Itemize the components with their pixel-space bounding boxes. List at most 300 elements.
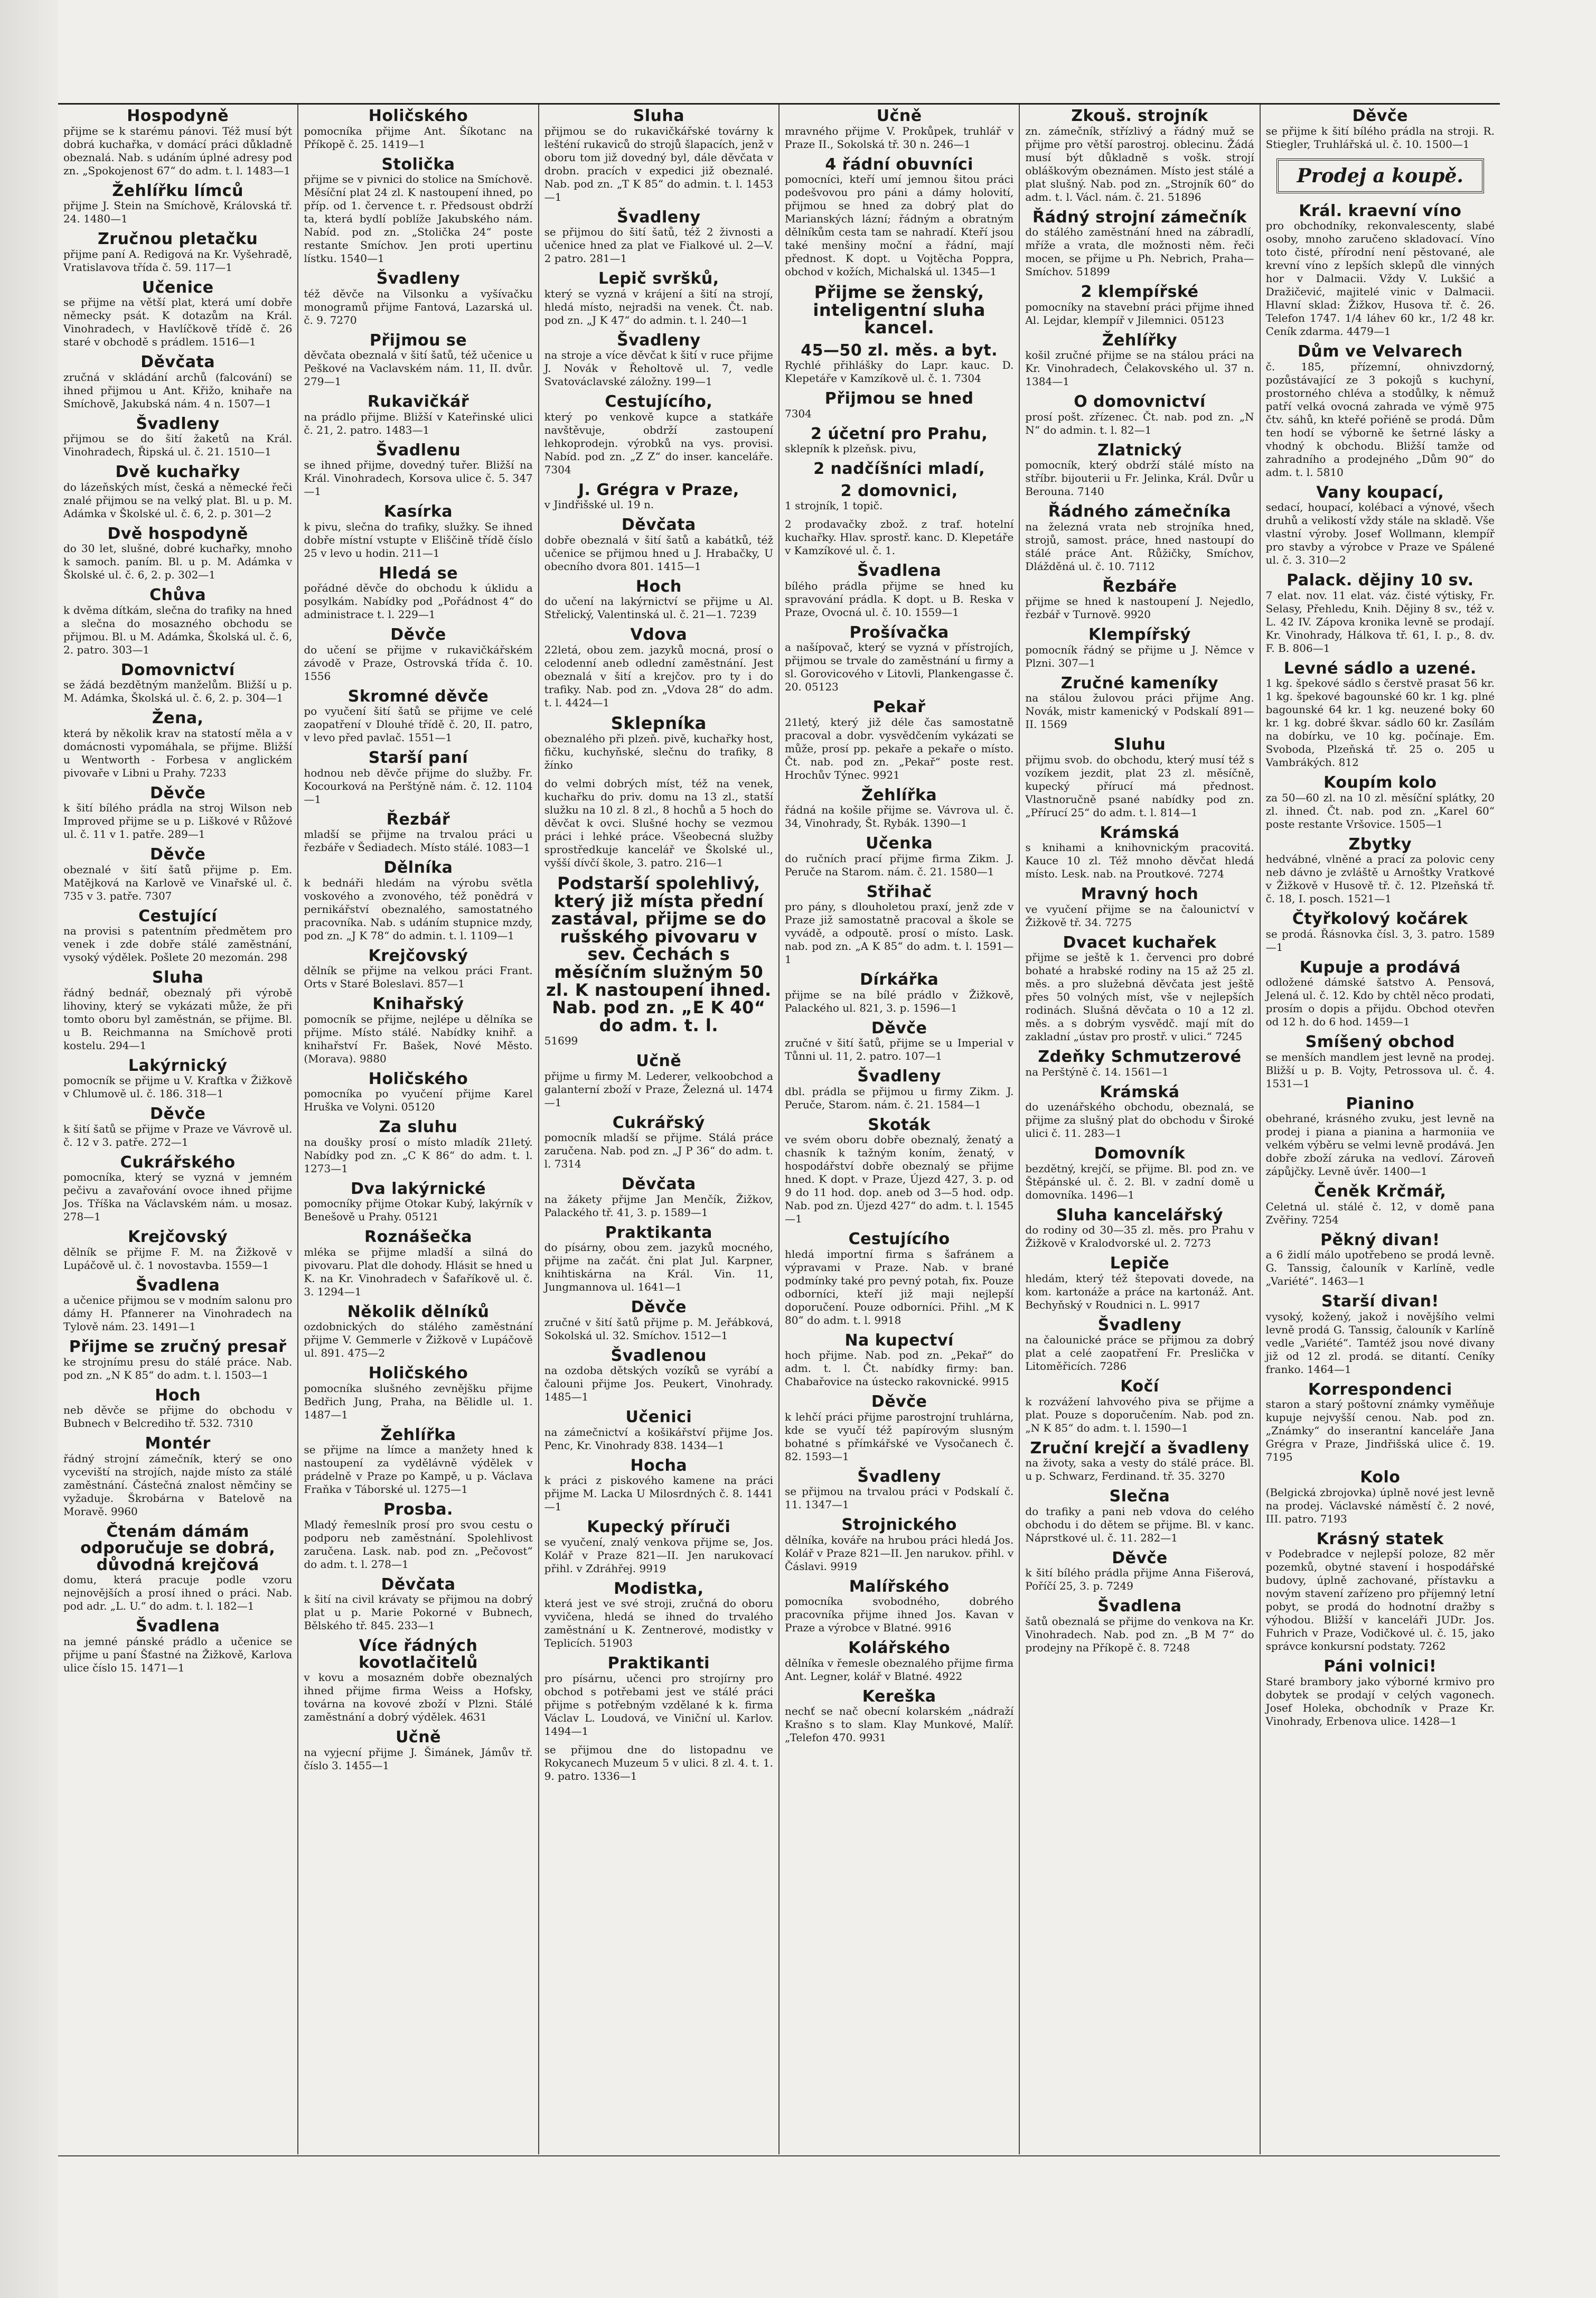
ad-headline: Kupuje a prodává [1299, 958, 1461, 977]
classified-ad [304, 394, 532, 437]
ad-headline: Palack. dějiny 10 sv. [1287, 571, 1474, 590]
classified-ad [63, 1229, 292, 1272]
ad-headline: Na kupectví [844, 1331, 954, 1350]
classified-ad [785, 1394, 1013, 1463]
classified-ad [63, 1154, 292, 1224]
classified-ad [1025, 1378, 1254, 1435]
classified-ad [785, 461, 1013, 478]
ad-text: na doušky prosí o místo mladík 21letý. Nabídky pod zn. „C K 86“ do adm. t. l. 1273—1 [304, 1135, 533, 1175]
ad-headline: J. Grégra v Praze, [578, 480, 739, 499]
ad-headline: Lepič svršků, [598, 269, 719, 288]
ad-headline: Přijmou se hned [824, 389, 974, 408]
ad-text: na čalounické práce se přijmou za dobrý plat a celé zaopatření Fr. Preslička v Litoměřicích. 7286 [1025, 1333, 1254, 1372]
ad-headline: Žehlířka [861, 786, 937, 805]
ad-text: do písárny, obou zem. jazyků mocného, přijme na začát. čni plat Jul. Karpner, knihtiskárna na Král. Vin. 11, Jungmannova ul. 1641—1 [544, 1241, 773, 1294]
ad-headline: Dělníka [383, 858, 453, 877]
ad-text: k bednáři hledám na výrobu světla voskového a zvonového, též ponědrá v pernikářství obeznalého, samostatného pracovníka. Nab. s udáním stupnice mzdy, pod zn. „J K 78“ do admin. t. l. 1109—1 [304, 876, 533, 942]
ad-text: přijme J. Stein na Smíchově, Královská tř. 24. 1480—1 [63, 199, 293, 225]
ad-headline: Švadlena [1097, 1597, 1182, 1615]
ad-text: hedvábné, vlněné a prací za polovic ceny neb dávno je zvláště u Arnoštky Vratkové v Žižkově v Husově tř. č. 12. Plzeňská tř. č. 18, I. posch. 1521—1 [1265, 853, 1495, 905]
classified-ad [1266, 1469, 1495, 1526]
classified-ad [1025, 503, 1254, 573]
ad-text: pomocník mladší se přijme. Stálá práce zaručena. Nab. pod zn. „J P 36“ do adm. t. l. 7314 [544, 1131, 773, 1171]
ad-headline: Krásný statek [1316, 1529, 1444, 1548]
classified-ad [544, 715, 773, 772]
ad-text: 7304 [784, 407, 812, 420]
classified-ad [63, 710, 292, 780]
classified-ad [544, 1348, 773, 1404]
ad-headline: Holičského [368, 1364, 468, 1382]
ad-text: domu, která pracuje podle vzoru nejnovějších a prosí ihned o práci. Nab. pod adr. „L. U.“ do adm. t. l. 182—1 [63, 1573, 293, 1612]
ad-headline: Řezbáře [1102, 577, 1177, 596]
ad-text: ozdobnických do stálého zaměstnání přijme V. Gemmerle v Žižkově v Lupáčově ul. 891. 475—2 [304, 1320, 533, 1359]
ad-text: se žádá bezdětným manželům. Bližší u p. M. Adámka, Školská ul. č. 6, 2. p. 304—1 [63, 678, 293, 704]
ad-headline: Slečna [1109, 1487, 1170, 1506]
classified-ad [1025, 209, 1254, 279]
ad-text: se přijmou do šití šatů, též 2 živnosti a učenice hned za plat ve Fialkové ul. 2—V. 2 patro. 281—1 [544, 226, 773, 265]
ad-text: pomocník se přijme, nejlépe u dělníka se přijme. Místo stálé. Nabídky knihř. a knihařství Fr. Bašek, Nové Město. (Morava). 9880 [304, 1012, 533, 1065]
ad-headline: Přijmou se [369, 331, 467, 350]
ad-text: se vyučení, znalý venkova přijme se, Jos. Kolář v Praze 821—II. Jen narukovací přihl. v Zdráhřej. 9919 [544, 1535, 773, 1575]
ad-headline: Zbytky [1348, 835, 1412, 854]
ad-headline: Kasírka [383, 502, 453, 521]
classified-ad [304, 1501, 532, 1571]
classified-ad [304, 332, 532, 389]
ad-text: s knihami a knihovnickým pracovitá. Kauce 10 zl. Též mnoho děvčat hledá místo. Lesk. nab. na Proutkové. 7274 [1025, 841, 1254, 880]
classified-ad [1266, 774, 1495, 831]
ad-headline: Vdova [630, 625, 688, 644]
classified-ad [304, 860, 532, 942]
ad-headline: Dvě hospodyně [107, 524, 248, 543]
classified-ad [785, 563, 1013, 619]
ad-text: zn. zámečník, střízlivý a řádný muž se přijme pro větší parostroj. oblecinu. Žádá musí být důkladně s vošk. strojí obláškovým obeznámen. Místo jest stálé a plat slušný. Nab. pod zn. „Strojník 60“ do adm. t. l. Václ. nám. č. 21. 51896 [1025, 124, 1254, 203]
ad-text: na stroje a více děvčat k šití v ruce přijme J. Novák v Řeholtově ul. 7, vedle Svatováclavské záložny. 199—1 [544, 349, 773, 388]
ad-text: k rozvážení lahvového piva se přijme a plat. Pouze s doporučením. Nab. pod zn. „N K 85“ do adm. t. l. 1590—1 [1025, 1395, 1254, 1434]
classified-ad [63, 1339, 292, 1382]
classified-ad [304, 811, 532, 855]
ad-headline: Švadleny [1097, 1315, 1182, 1334]
classified-ad [63, 846, 292, 903]
ad-headline: Čeněk Krčmář, [1314, 1182, 1447, 1201]
classified-ad [63, 354, 292, 410]
ad-headline: Švadleny [857, 1067, 941, 1086]
column-4 [780, 105, 1020, 2154]
ad-headline: Holičského [368, 1069, 468, 1088]
ad-text: košil zručné přijme se na stálou práci na Kr. Vinohradech, Čelakovského ul. 37 n. 1384—1 [1025, 349, 1254, 388]
ad-headline: Děvčata [381, 1575, 456, 1594]
ad-headline: Krámská [1100, 823, 1180, 842]
ad-text: bezdětný, krejčí, se přijme. Bl. pod zn. ve Štěpánské ul. č. 2. Bl. v zadní domě u domovníka. 1496—1 [1025, 1162, 1254, 1201]
classified-ad [1266, 959, 1495, 1029]
ad-headline: Švadlenou [611, 1346, 707, 1365]
ad-text: a učenice přijmou se v modním salonu pro dámy H. Pfannerer na Vinohradech na Tylově nám. 23. 1491—1 [63, 1294, 293, 1333]
ad-headline: Děvče [871, 1019, 927, 1038]
ad-text: do rodiny od 30—35 zl. měs. pro Prahu v Žižkově v Kralodvorské ul. 2. 7273 [1025, 1223, 1254, 1249]
ad-headline: Švadleny [857, 1467, 941, 1486]
ad-text: na žákety přijme Jan Menčík, Žižkov, Palackého tř. 41, 3. p. 1589—1 [544, 1192, 773, 1219]
ad-text: 21letý, který již déle čas samostatně pracoval a dobr. vysvědčením vykázati se může, prosí pp. pekaře a pekaře o místo. Čt. nab. pod zn. „Pekař“ poste rest. Hrochův Týnec. 9921 [784, 715, 1014, 781]
ad-headline: Krámská [1100, 1082, 1180, 1101]
ad-headline: Strojnického [841, 1516, 957, 1535]
ad-text: na provisi s patentním předmětem pro venek i zde dobře stálé zaměstnání, vysoký výdělek. Pošlete 20 mezomán. 298 [63, 924, 293, 964]
classified-ad [785, 1469, 1013, 1512]
ad-text: Mladý řemeslník prosí pro svou cestu o podporu neb zaměstnání. Spolehlivost zaručena. Lask. nab. pod zn. „Pečovost“ do adm. t. l. 278—1 [304, 1518, 533, 1571]
classified-ad [785, 1517, 1013, 1573]
ad-text: pomocníky na stavební práci přijme ihned Al. Lejdar, klempíř v Jilemnici. 05123 [1025, 300, 1254, 326]
classified-ad [1266, 1034, 1495, 1090]
ad-text: Celetná ul. stálé č. 12, v domě pana Zvěřiny. 7254 [1265, 1200, 1495, 1226]
ad-headline: Děvčata [621, 516, 696, 534]
ad-headline: Domovnictví [120, 660, 235, 679]
ad-headline: Střihač [866, 882, 932, 901]
classified-ad [1266, 1381, 1495, 1464]
ad-headline: Děvče [1352, 107, 1409, 125]
ad-text: hodnou neb děvče přijme do služby. Fr. Kocourková na Perštýně nám. č. 12. 1104—1 [304, 766, 533, 806]
ad-text: zručné v šití šatů, přijme se u Imperial v Tůnni ul. 11, 2. patro. 107—1 [784, 1036, 1014, 1063]
classified-ad [63, 1058, 292, 1101]
classified-ad [544, 1176, 773, 1219]
classified-ad [304, 1365, 532, 1422]
ad-headline: Pěkný divan! [1320, 1230, 1440, 1249]
ad-headline: Učně [876, 107, 922, 125]
ad-headline: Žena, [152, 709, 204, 727]
classified-ad [1025, 886, 1254, 929]
ad-headline: Cestujícího [848, 1230, 950, 1249]
ad-headline: Dírkářka [860, 970, 939, 989]
ad-text: zručné v šití šatů přijme p. M. Jeřábková, Sokolská ul. 32. Smíchov. 1512—1 [544, 1315, 773, 1342]
classified-ad [304, 108, 532, 151]
ad-headline: Hocha [630, 1456, 688, 1475]
classified-ad [544, 1743, 773, 1783]
ad-headline: Děvče [149, 783, 206, 802]
ad-text: pomocníka po vyučení přijme Karel Hruška ve Volyni. 05120 [304, 1087, 533, 1113]
classified-ad [1266, 1096, 1495, 1179]
classified-ad [63, 785, 292, 842]
classified-ad [785, 1068, 1013, 1111]
classified-ad [785, 1332, 1013, 1389]
ad-headline: Praktikanti [607, 1654, 710, 1673]
ad-text: dělník se přijme F. M. na Žižkově v Lupáčově ul. č. 1 novostavba. 1559—1 [63, 1245, 293, 1272]
ad-text: ve svém oboru dobře obeznalý, ženatý a chasník k tažným koním, ženatý, v hospodářství dobře obeznalý se přijme hned. K dopt. v Praze, Újezd 427, 3. p. od 9 do 11 hod. dop. aneb od 3—5 hod. odp. Nab. pod zn. Újezd 427“ do adm. t. l. 1545—1 [784, 1133, 1014, 1226]
classified-ad [1266, 1531, 1495, 1654]
classified-ad [785, 699, 1013, 782]
ad-text: 51699 [544, 1034, 578, 1048]
ad-headline: Učenici [625, 1408, 692, 1427]
ad-headline: Klempířský [1088, 625, 1191, 644]
ad-text: který po venkově kupce a statkáře navštěvuje, obdrží zastoupení lehkoprodejn. výrobků na vys. provisi. Nabíd. pod zn. „Z Z“ do inser. kanceláře. 7304 [544, 410, 773, 476]
classified-ad [63, 1277, 292, 1334]
ad-text: pořádné děvče do obchodu k úklidu a posylkám. Nabídky pod „Pořádnost 4“ do administrace t. l. 229—1 [304, 582, 533, 621]
ad-headline: Švadleny [376, 269, 461, 288]
ad-text: do trafiky a pani neb vdova do celého obchodu i do dětem se přijme. Bl. v kanc. Náprstkové ul. č. 11. 282—1 [1025, 1505, 1254, 1544]
ad-text: nechť se nač obecní kolarském „nádraží Krašno s to slam. Klay Munkové, Malíř. „Telefon 470. 9931 [784, 1705, 1014, 1744]
ad-text: přijme se v pivnici do stolice na Smíchově. Měsíční plat 24 zl. K nastoupení ihned, po příp. od 1. července t. r. Předsoust obdrží ta, která bydlí poblíže Jakubského nám. Nabíd. pod zn. „Stolička 24“ poste restante Smíchov. Jen proti upertinu lístku. 1540—1 [304, 173, 533, 265]
page-margin [0, 0, 58, 2298]
classified-ad [304, 627, 532, 683]
ad-text: na železná vrata neb strojníka hned, strojů, samost. práce, hned nastoupí do stálé práce Ant. Růžičky, Smíchov, Dlážděná ul. č. 10. 7112 [1025, 520, 1254, 573]
ad-text: sklepník k plzeňsk. pivu, [784, 442, 916, 455]
ad-headline: Žehlířky [1102, 331, 1178, 350]
classified-ad [785, 284, 1013, 337]
classified-ad [785, 1640, 1013, 1683]
column-6 [1261, 105, 1500, 2154]
classified-ad [304, 1304, 532, 1360]
ad-text: k práci z piskového kamene na práci přijme M. Lacka U Milosrdných č. 8. 1441—1 [544, 1474, 773, 1514]
classified-ad [544, 578, 773, 622]
ad-text: přijme u firmy M. Lederer, velkoobchod a galanterní zboží v Praze, Železná ul. 1474—1 [544, 1069, 773, 1109]
classified-ad [63, 1618, 292, 1675]
ad-text: dělníka v řemesle obeznalého přijme firma Ant. Legner, kolář v Blatné. 4922 [784, 1656, 1014, 1683]
classified-ad [544, 332, 773, 389]
ad-headline: Přijme se zručný presař [69, 1338, 287, 1356]
ad-headline: Roznášečka [364, 1228, 472, 1246]
ad-headline: Žehlířku límců [112, 181, 243, 200]
ad-headline: Hoch [155, 1386, 201, 1405]
classified-ad [544, 1225, 773, 1294]
classified-ad [544, 482, 773, 512]
classified-ad [63, 587, 292, 657]
ad-text: v Podebradce v nejlepší poloze, 82 měr pozemků, obytné stavení i hospodářské budovy, úplně zachované, přístavku a novým stavení zařízeno pro příjemný letní pobyt, se prodá do hodnotní dražby s výhodou. Bližší v kanceláři JUDr. Jos. Fuhrich v Praze, Vodičkové ul. č. 15, jako správce konkursní podstaty. 7262 [1265, 1547, 1495, 1652]
classified-ad [1025, 578, 1254, 622]
ad-text: do stálého zaměstnání hned na zábradlí, mříže a vrata, dle možnosti něm. řeči mocen, se přijme u Ph. Nebrich, Praha—Smíchov. 51899 [1025, 226, 1254, 278]
ad-headline: Děvče [631, 1298, 687, 1317]
ad-text: pomocník, který obdrží stálé místo na stříbr. bijouterii u Fr. Jelinka, Král. Dvůr u Berouna. 7140 [1025, 459, 1254, 498]
column-2 [298, 105, 539, 2154]
classified-ad [544, 1458, 773, 1514]
classified-ad [304, 1229, 532, 1299]
ad-headline: Dvacet kuchařek [1063, 933, 1217, 952]
classified-ad [1266, 1658, 1495, 1728]
ad-text: a našípovač, který se vyzná v přístrojích, přijmou se trvale do zaměstnání u firmy a sl. Gorovicového v Litovli, Plankengasse č. 20. 05123 [784, 641, 1014, 694]
ad-headline: Dva lakýrnické [351, 1179, 486, 1198]
ad-headline: Přijme se ženský, inteligentní sluha kancel. [813, 282, 985, 338]
ad-text: Rychlé přihlášky do Lapr. kauc. D. Klepetáře v Kamzíkově ul. č. 1. 7304 [784, 359, 1014, 385]
ad-headline: Za sluhu [379, 1118, 458, 1136]
ad-text: obehrané, krásného zvuku, jest levně na prodej i piana a pianina a harmoniia ve velkém výběru se velmi levně prodává. Jen dobře zboží záruka na vedloví. Zároveň zápůjčky. Levně úvěr. 1400—1 [1265, 1112, 1495, 1178]
ad-text: řádný bednář, obeznalý při výrobě lihoviny, který se vykázati může, že při tomto oboru byl zaměstnán, se přijme. Bl. u B. Reichmanna na Smíchově proti kostelu. 294—1 [63, 986, 293, 1052]
ad-headline: Pianino [1346, 1094, 1415, 1113]
ad-headline: 4 řádní obuvníci [825, 155, 973, 174]
classified-ad [1025, 1145, 1254, 1202]
ad-text: na zámečnictví a košikářství přijme Jos. Penc, Kr. Vinohrady 838. 1434—1 [544, 1425, 773, 1452]
classified-ad [1025, 1207, 1254, 1250]
ad-text: se přijme na límce a manžety hned k nastoupení za vydělávně výdělek v prádelně v Praze po Kampě, u p. Václava Fraňka v Táborské ul. 1275—1 [304, 1443, 533, 1496]
ad-headline: Prošívačka [849, 623, 949, 642]
classified-ad [785, 483, 1013, 513]
ad-headline: Kočí [1120, 1377, 1159, 1396]
classified-ad [544, 1409, 773, 1452]
ad-text: na ozdoba dětských vozíků se vyrábí a čalouni přijme Jos. Peukert, Vinohrady. 1485—1 [544, 1364, 773, 1404]
classified-ad [304, 270, 532, 327]
classified-ad [1266, 836, 1495, 906]
ad-text: pro obchodníky, rekonvalescenty, slabé osoby, mnoho zaručeno skladovací. Víno toto čisté, přírodní není pěstované, ale krevní víno z lepších sklepů dle vinných hor v Dalmacii. Vždy V. Lukšić a Dražičević, majitelé vinic v Dalmacii. Hlavní sklad: Žižkov, Husova tř. č. 26. Telefon 1747. 1/4 láhev 60 kr., 1/2 48 kr. Ceník zdarma. 4479—1 [1265, 219, 1495, 338]
ad-text: k šití šatů se přijme v Praze ve Vávrově ul. č. 12 v 3. patře. 272—1 [63, 1122, 293, 1148]
ad-text: mravného přijme V. Prokůpek, truhlář v Praze II., Sokolská tř. 30 n. 246—1 [784, 124, 1014, 151]
classified-ad [544, 1115, 773, 1171]
ad-text: na Perštýně č. 14. 1561—1 [1025, 1065, 1169, 1078]
classified-ad [63, 526, 292, 582]
ad-text: se přijmou dne do listopadnu ve Rokycanech Muzeum 5 v ulici. 8 zl. 4. t. 1. 9. patro. 1336—1 [544, 1743, 773, 1782]
ad-text: do učení se přijme v rukavičkářském závodě v Praze, Ostrovská třída č. 10. 1556 [304, 643, 533, 683]
ad-headline: Krejčovský [368, 946, 468, 965]
classified-ad [785, 1231, 1013, 1327]
ad-headline: Žehlířka [380, 1425, 456, 1444]
ad-headline: Dům ve Velvarech [1298, 342, 1463, 361]
ad-text: se přijmou na trvalou práci v Podskalí č. 11. 1347—1 [784, 1485, 1014, 1511]
classified-ad [1025, 1049, 1254, 1079]
ad-headline: Skoták [868, 1115, 931, 1134]
ad-headline: Malířského [849, 1577, 950, 1596]
classified-ad [785, 835, 1013, 879]
classified-ad [785, 108, 1013, 151]
ad-headline: Učenice [142, 278, 214, 297]
ad-text: přijme paní A. Redigová na Kr. Vyšehradě, Vratislavova třída č. 59. 117—1 [63, 247, 293, 274]
ad-text: neb děvče se přijme do obchodu v Bubnech v Belcrediho tř. 532. 7310 [63, 1404, 293, 1430]
ad-headline: Švadlena [136, 1617, 220, 1636]
ad-text: odložené dámské šatstvo A. Pensová, Jelená ul. č. 12. Kdo by chtěl něco prodati, prosím o dopis a přijdu. Obchod otevřen od 12 h. do 6 hod. 1459—1 [1265, 976, 1495, 1028]
classified-ad [544, 1053, 773, 1109]
classified-ad [544, 627, 773, 709]
classified-ad [63, 464, 292, 520]
ad-headline: Páni volnici! [1323, 1657, 1437, 1676]
ad-text: 2 prodavačky zbož. z traf. hotelní kuchařky. Hlav. sprostř. kanc. D. Klepetáře v Kamzíkové ul. č. 1. [784, 518, 1014, 557]
ad-text: do velmi dobrých míst, též na venek, kuchařku do priv. domu na 13 zl., statší služku na 10 zl. 8 zl., 8 hochů a 5 hoch do děvčat k ovci. Slušné hochy se vezmou práci i lehké práce. Všeobecná služby sprostředkuje kancelář ve Školské ul., vyšší dívčí škole, 3. patro. 216—1 [544, 777, 773, 870]
classified-ad [544, 1519, 773, 1575]
ad-headline: Domovník [1094, 1144, 1186, 1163]
classified-ad [785, 156, 1013, 279]
classified-ad [544, 1655, 773, 1738]
ad-headline: Sluha kancelářský [1056, 1206, 1224, 1225]
ad-headline: Cestujícího, [605, 393, 713, 411]
ad-text: přijme se hned k nastoupení J. Nejedlo, řezbář v Turnově. 9920 [1025, 595, 1254, 621]
ad-text: k šití na civil krávaty se přijmou na dobrý plat u p. Marie Pokorné v Bubnech, Bělského tř. 845. 233—1 [304, 1593, 533, 1632]
classified-ad [1025, 675, 1254, 732]
classified-ad [785, 518, 1013, 557]
classified-ad [1266, 203, 1495, 339]
ad-headline: Více řádných kovotlačitelů [359, 1637, 478, 1672]
ad-text: na vyjecní přijme J. Šimánek, Jámův tř. číslo 3. 1455—1 [304, 1745, 533, 1772]
classified-ad [63, 1106, 292, 1149]
classified-ad [63, 908, 292, 965]
classified-ad [1025, 736, 1254, 819]
ad-text: prosí pošt. zřízenec. Čt. nab. pod zn. „N N“ do admin. t. l. 82—1 [1025, 410, 1254, 436]
ad-headline: 2 domovnici, [840, 481, 958, 500]
ad-text: přijmu svob. do obchodu, který musí též s vozíkem jezdit, plat 23 zl. měsíčně, kupecký přírucí má přednost. Vlastnoručně psané nabídky pod zn. „Přírucí 25“ do adm. t. l. 814—1 [1025, 753, 1254, 819]
ad-text: pro písárnu, učenci pro strojírny pro obchod s potřebami jest ve stálé práci přijme s potřebným vzdělané k k. firma Václav L. Loudová, ve Viniční ul. Karlov. 1494—1 [544, 1671, 773, 1737]
ad-headline: Švadlenu [375, 441, 461, 460]
ad-text: zručná v skládání archů (falcování) se ihned přijmou u Ant. Křižo, knihaře na Smíchově, Jakubská nám. 4 n. 1507—1 [63, 370, 293, 410]
classified-ad [785, 1688, 1013, 1745]
classified-ad [63, 416, 292, 459]
bottom-rule [58, 2155, 1500, 2156]
ad-text: 7 elat. nov. 11 elat. váz. čisté výtisky, Fr. Selasy, Přehledu, Knih. Dějiny 8 sv., též v. L. 42 IV. Zápova kronika levně se prodají. Kr. Vinohrady, Hálkova tř. 61, I. p., 8. dv. F. B. 806—1 [1265, 588, 1495, 655]
classified-ad [1025, 1550, 1254, 1593]
ad-headline: Děvčata [621, 1175, 696, 1194]
ad-text: pomocník řádný se přijme u J. Němce v Plzni. 307—1 [1025, 643, 1254, 669]
classified-ad [544, 394, 773, 477]
ad-text: hoch přijme. Nab. pod zn. „Pekař“ do adm. t. l. Čt. nabídky firmy: ban. Chabařovice na ústecko rakovnické. 9915 [784, 1349, 1014, 1388]
classified-ad [1025, 108, 1254, 204]
classified-ad [1266, 1232, 1495, 1288]
ad-headline: Zručnou pletačku [98, 230, 258, 248]
classified-ad [1025, 394, 1254, 437]
ad-text: pomocník se přijme u V. Kraftka v Žižkově v Chlumově ul. č. 186. 318—1 [63, 1074, 293, 1100]
ad-text: přijmou se do rukavičkářské továrny k lešténí rukaviců do strojů šlapacích, jenž v oboru tom již dovedný byl, dále děvčata v drobn. pracích v expedici již obeznalé. Nab. pod zn. „T K 85“ do admin. t. l. 1453—1 [544, 124, 773, 203]
ad-text: Staré brambory jako výborné krmivo pro dobytek se prodají v celých vagonech. Josef Holeka, obchodník v Praze Kr. Vinohrady, Erbenova ulice. 1428—1 [1265, 1675, 1495, 1727]
column-1 [58, 105, 298, 2154]
ad-headline: Řádného zámečníka [1048, 502, 1232, 521]
ad-headline: Čtyřkolový kočárek [1292, 910, 1468, 928]
classified-columns [58, 103, 1500, 2154]
classified-ad [304, 1638, 532, 1724]
classified-ad [1266, 572, 1495, 655]
classified-ad [1025, 935, 1254, 1044]
ad-headline: Hospodyně [127, 107, 229, 125]
classified-ad [63, 279, 292, 349]
ad-headline: Mravný hoch [1081, 885, 1199, 903]
ad-text: dbl. prádla se přijmou u firmy Zikm. J. Peruče, Starom. nám. č. 21. 1584—1 [784, 1085, 1014, 1111]
ad-headline: Modistka, [614, 1579, 704, 1598]
ad-headline: Krejčovský [128, 1228, 228, 1246]
ad-text: se ihned přijme, dovedný tuřer. Bližší na Král. Vinohradech, Korsova ulice č. 5. 347—1 [304, 459, 533, 498]
ad-text: hledá importní firma s šafránem a výpravami v Praze. Nab. v brané podmínky také pro pevný potah, fix. Pouze odborníci, kteří již maji nejlepší doporučení. Pouze odborníci. Přihl. „M K 80“ do adm. t. l. 9918 [784, 1247, 1014, 1327]
ad-text: do uzenářského obchodu, obeznalá, se přijme za slušný plat do obchodu v Široké ulici č. 11. 283—1 [1025, 1100, 1254, 1139]
ad-headline: Švadleny [136, 414, 220, 433]
ad-headline: Koupím kolo [1323, 773, 1437, 792]
ad-text: pomocníka svobodného, dobrého pracovníka přijme ihned Jos. Kavan v Praze a výrobce v Blatné. 9916 [784, 1595, 1014, 1634]
ad-text: mléka se přijme mladší a silná do pivovaru. Plat dle dohody. Hlásit se hned u K. na Kr. Vinohradech v Šafaříkově ul. č. 3. 1294—1 [304, 1245, 533, 1298]
classified-ad [63, 969, 292, 1052]
ad-text: přijme se na bílé prádlo v Žižkově, Palackého ul. 821, 3. p. 1596—1 [784, 988, 1014, 1014]
ad-headline: Hoch [635, 577, 682, 596]
ad-headline: Švadlena [857, 562, 942, 581]
classified-ad [1025, 442, 1254, 499]
classified-ad [544, 209, 773, 266]
ad-headline: Sluha [152, 968, 204, 987]
ad-text: se přijme na větší plat, která umí dobře německy psát. K dotazům na Král. Vinohradech, v Havlíčkově třídě č. 26 staré v obchodě s prádlem. 1516—1 [63, 296, 293, 348]
ad-headline: Smíšený obchod [1305, 1033, 1455, 1051]
ad-text: do ručních prací přijme firma Zikm. J. Peruče na Starom. nám. č. 21. 1580—1 [784, 852, 1014, 878]
classified-ad [63, 1524, 292, 1613]
column-3 [539, 105, 780, 2154]
classified-ad [304, 1119, 532, 1175]
classified-ad [785, 1020, 1013, 1063]
ad-text: se menších mandlem jest levně na prodej. Bližší u p. B. Vojty, Petrossova ul. č. 4. 1531—1 [1265, 1050, 1495, 1090]
ad-text: bílého prádla přijme se hned ku spravování prádla. K dopt. u B. Reska v Praze, Ovocná ul. č. 10. 1559—1 [784, 579, 1014, 619]
classified-ad [304, 948, 532, 991]
ad-text: v Jindřišské ul. 19 n. [544, 498, 654, 511]
ad-headline: Zkouš. strojník [1071, 107, 1208, 125]
classified-ad [785, 390, 1013, 421]
ad-headline: Montér [145, 1434, 211, 1453]
ad-headline: Cukrářský [612, 1113, 705, 1132]
ad-text: dělníka, kováře na hrubou práci hledá Jos. Kolář v Praze 821—II. Jen narukov. přihl. v Čáslavi. 9919 [784, 1533, 1014, 1573]
classified-ad [63, 1435, 292, 1518]
ad-headline: Stolička [381, 155, 455, 174]
ad-headline: Starší divan! [1321, 1292, 1439, 1311]
ad-headline: Rukavičkář [367, 393, 470, 411]
ad-text: též děvče na Vilsonku a vyšívačku monogramů přijme Fantová, Lazarská ul. č. 9. 7270 [304, 287, 533, 326]
ad-headline: 45—50 zl. měs. a byt. [801, 341, 998, 360]
ad-headline: 2 nadčíšníci mladí, [813, 460, 985, 479]
ad-text: a 6 židlí málo upotřebeno se prodá levně. G. Tanssig, čalouník v Karlíně, vedle „Variété“. 1463—1 [1265, 1248, 1495, 1287]
ad-headline: Praktikanta [605, 1223, 712, 1242]
ad-text: k šití bílého prádla přijme Anna Fišerová, Poříčí 25, 3. p. 7249 [1025, 1566, 1254, 1592]
ad-headline: Zručné kameníky [1060, 674, 1219, 693]
ad-headline: Učenka [866, 834, 933, 853]
ad-headline: Kolářského [848, 1639, 951, 1658]
ad-headline: Řezbář [386, 810, 450, 829]
